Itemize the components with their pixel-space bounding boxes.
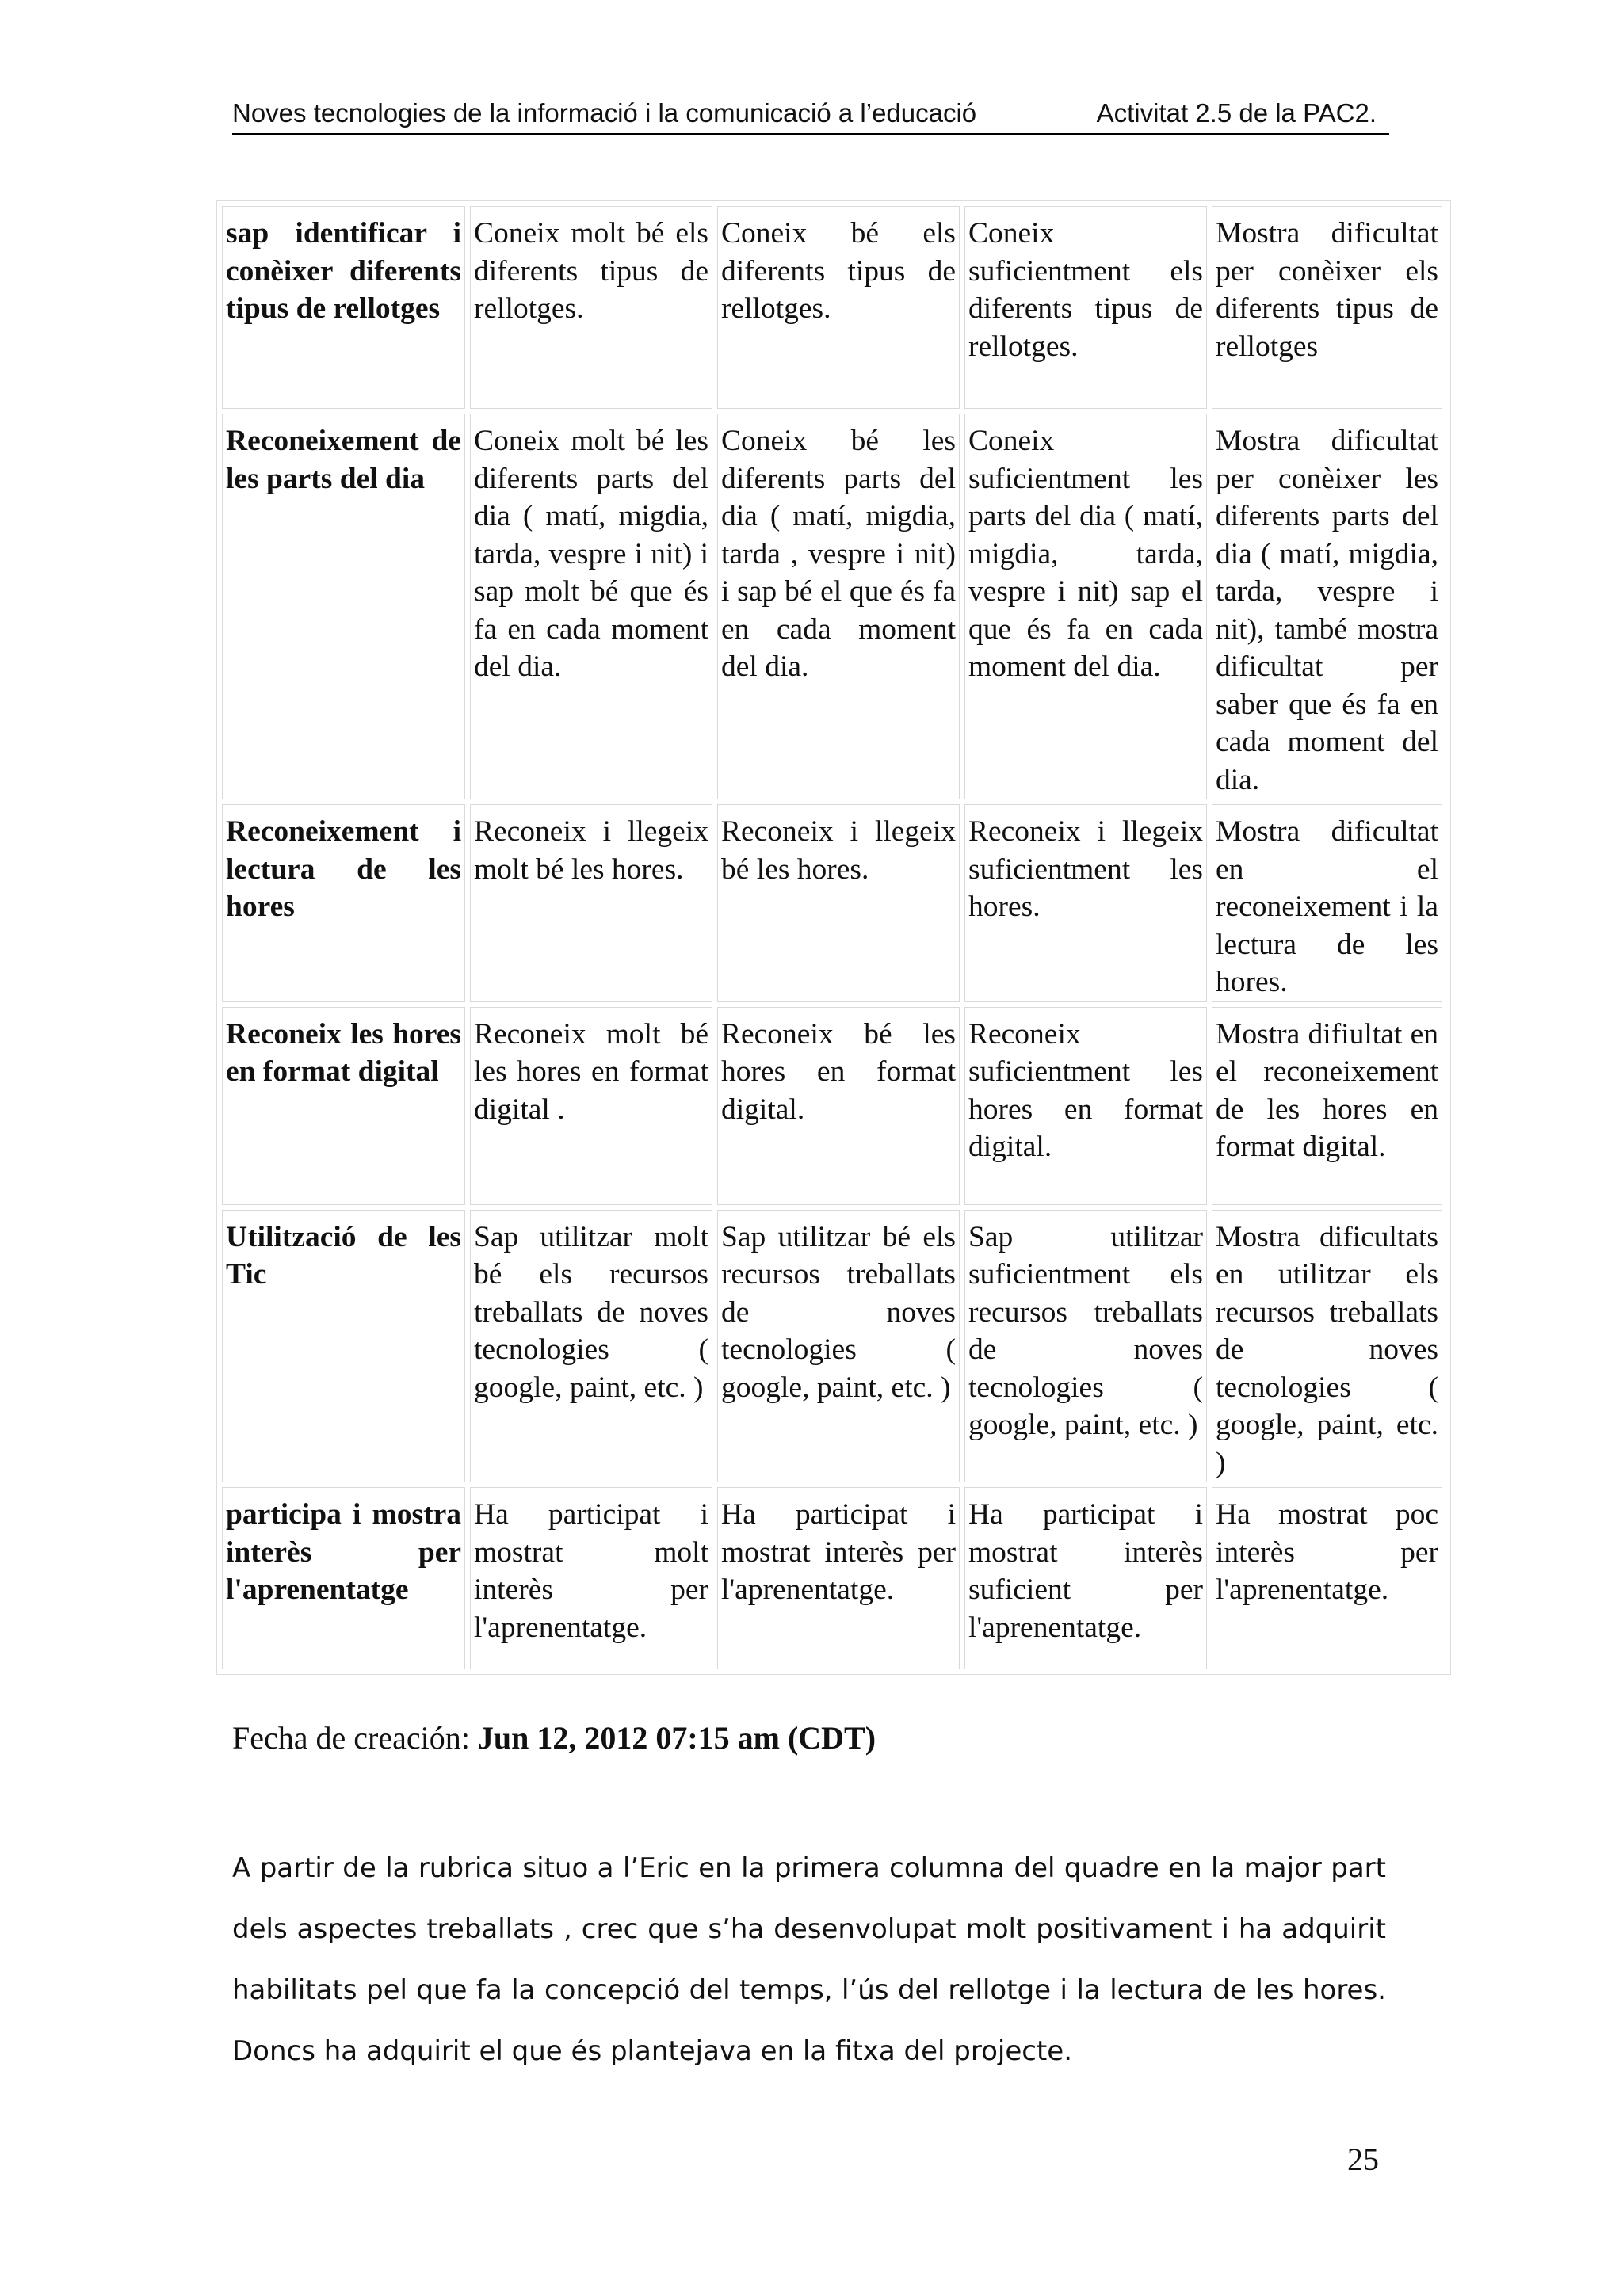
rubric-row (222, 1487, 1442, 1669)
creation-date-label: Fecha de creación: (232, 1720, 478, 1756)
creation-date (232, 1719, 1421, 1756)
level-cell: Coneix bé els diferents tipus de rellotges. (717, 206, 960, 409)
level-cell: Reconeix bé les hores en format digital. (717, 1007, 960, 1205)
criterion-cell: Reconeixement i lectura de les hores (222, 804, 465, 1002)
level-cell: Coneix bé les diferents parts del dia ( matí, migdia, tarda , vespre i nit) i sap bé el que és fa en cada moment del dia. (717, 414, 960, 799)
header-course-title: Noves tecnologies de la informació i la comunicació a l’educació (232, 98, 977, 128)
rubric-row (222, 414, 1442, 799)
criterion-cell: participa i mostra interès per l'aprenentatge (222, 1487, 465, 1669)
level-cell: Mostra difiultat en el reconeixement de les hores en format digital. (1212, 1007, 1442, 1205)
rubric-row (222, 1210, 1442, 1483)
level-cell: Ha participat i mostrat interès per l'aprenentatge. (717, 1487, 960, 1669)
criterion-cell: Reconeixement de les parts del dia (222, 414, 465, 799)
level-cell: Reconeix suficientment les hores en format digital. (964, 1007, 1207, 1205)
rubric-row (222, 206, 1442, 409)
level-cell: Reconeix i llegeix molt bé les hores. (470, 804, 712, 1002)
creation-date-value: Jun 12, 2012 07:15 am (CDT) (477, 1720, 876, 1756)
page-number: 25 (1347, 2142, 1379, 2177)
level-cell: Coneix molt bé les diferents parts del dia ( matí, migdia, tarda, vespre i nit) i sap molt bé que és fa en cada moment del dia. (470, 414, 712, 799)
level-cell: Mostra dificultat per conèixer les diferents parts del dia ( matí, migdia, tarda, vespre i nit), també mostra dificultat per saber que és fa en cada moment del dia. (1212, 414, 1442, 799)
rubric-table (216, 200, 1451, 1675)
page-header (232, 93, 1389, 135)
rubric-row (222, 804, 1442, 1002)
level-cell: Sap utilitzar suficientment els recursos treballats de noves tecnologies ( google, paint, etc. ) (964, 1210, 1207, 1483)
level-cell: Mostra dificultat per conèixer els diferents tipus de rellotges (1212, 206, 1442, 409)
level-cell: Reconeix molt bé les hores en format digital . (470, 1007, 712, 1205)
level-cell: Coneix molt bé els diferents tipus de rellotges. (470, 206, 712, 409)
level-cell: Mostra dificultat en el reconeixement i la lectura de les hores. (1212, 804, 1442, 1002)
rubric-row (222, 1007, 1442, 1205)
level-cell: Reconeix i llegeix bé les hores. (717, 804, 960, 1002)
level-cell: Ha mostrat poc interès per l'aprenentatge. (1212, 1487, 1442, 1669)
header-activity-label: Activitat 2.5 de la PAC2. (1096, 98, 1377, 128)
level-cell: Ha participat i mostrat interès suficient per l'aprenentatge. (964, 1487, 1207, 1669)
criterion-cell: Reconeix les hores en format digital (222, 1007, 465, 1205)
level-cell: Reconeix i llegeix suficientment les hores. (964, 804, 1207, 1002)
conclusion-paragraph: A partir de la rubrica situo a l’Eric en la primera columna del quadre en la major part dels aspectes treballats , crec que s’ha desenvolupat molt positivament i ha adquirit habilitats pel que fa la concepció del temps, l’ús del rellotge i la lectura de les hores. Doncs ha adquirit el que és plantejava en la fitxa del projecte. (232, 1852, 1386, 2067)
level-cell: Mostra dificultats en utilitzar els recursos treballats de noves tecnologies ( google, paint, etc. ) (1212, 1210, 1442, 1483)
criterion-cell: sap identificar i conèixer diferents tipus de rellotges (222, 206, 465, 409)
level-cell: Sap utilitzar bé els recursos treballats de noves tecnologies ( google, paint, etc. ) (717, 1210, 960, 1483)
level-cell: Coneix suficientment els diferents tipus de rellotges. (964, 206, 1207, 409)
level-cell: Ha participat i mostrat molt interès per l'aprenentatge. (470, 1487, 712, 1669)
criterion-cell: Utilització de les Tic (222, 1210, 465, 1483)
level-cell: Coneix suficientment les parts del dia ( matí, migdia, tarda, vespre i nit) sap el que és fa en cada moment del dia. (964, 414, 1207, 799)
level-cell: Sap utilitzar molt bé els recursos treballats de noves tecnologies ( google, paint, etc. ) (470, 1210, 712, 1483)
